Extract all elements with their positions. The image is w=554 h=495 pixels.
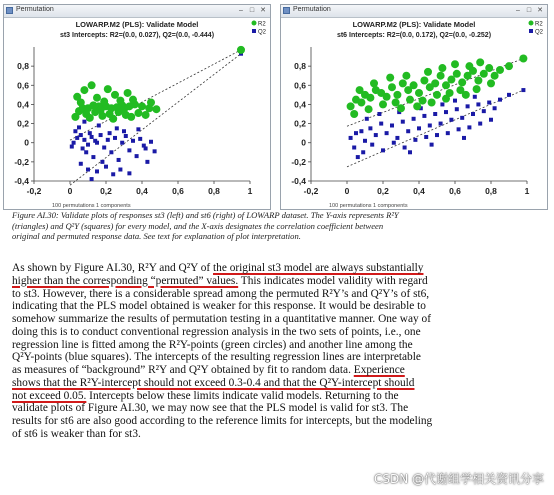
- r2-point: [458, 78, 466, 86]
- paragraph-line: [12, 402, 546, 415]
- r2-point: [397, 104, 405, 112]
- q2-point: [462, 136, 466, 140]
- q2-point: [377, 112, 381, 116]
- q2-point: [97, 123, 101, 127]
- legend-q2-marker: [252, 29, 256, 33]
- q2-point: [453, 99, 457, 103]
- q2-point: [124, 134, 128, 138]
- q2-point: [446, 131, 450, 135]
- paragraph-text: somehow summarize the results of permutation testing in a quantitative manner. One way of: [12, 313, 431, 325]
- close-icon[interactable]: ✕: [260, 7, 266, 14]
- paragraph-text: This indicates model validity with regard: [238, 274, 428, 287]
- q2-point: [374, 133, 378, 137]
- q2-point: [108, 131, 112, 135]
- y-tick-label: -0,2: [291, 156, 306, 167]
- r2-point: [410, 81, 418, 89]
- r2-point: [80, 86, 88, 94]
- y-tick-label: 0,8: [294, 61, 306, 72]
- paragraph-line: [12, 377, 546, 390]
- r2-point: [386, 74, 394, 82]
- legend-label: Q2: [535, 29, 544, 36]
- q2-point: [127, 148, 131, 152]
- x-tick-label: 0: [67, 186, 73, 196]
- y-tick-label: 0,6: [17, 80, 29, 91]
- y-tick-label: -0,4: [14, 176, 29, 186]
- paragraph-text: regression line is fitted among the R²Y-points (green circles) and another line among the: [12, 338, 413, 351]
- watermark: CSDN @代谢组学相关资讯分享: [373, 472, 544, 486]
- q2-point: [466, 104, 470, 108]
- r2-point: [519, 54, 527, 62]
- q2-point: [115, 126, 119, 130]
- q2-point: [473, 95, 477, 99]
- minimize-icon[interactable]: –: [239, 7, 243, 14]
- q2-point: [482, 109, 486, 113]
- q2-point: [102, 146, 106, 150]
- q2-point: [118, 168, 122, 172]
- r2-point: [88, 81, 96, 89]
- q2-point: [349, 136, 353, 140]
- x-tick-label: 0,2: [377, 186, 389, 196]
- q2-point: [138, 137, 142, 141]
- q2-point: [144, 146, 148, 150]
- y-tick-label: 0: [24, 137, 29, 148]
- r2-point: [152, 105, 160, 113]
- q2-point: [79, 162, 83, 166]
- y-tick-label: -0,2: [14, 156, 29, 167]
- x-tick-label: 0,4: [413, 186, 425, 196]
- r2-point: [428, 99, 436, 107]
- q2-point: [493, 106, 497, 110]
- q2-point: [95, 141, 99, 145]
- maximize-icon[interactable]: □: [249, 7, 255, 14]
- paragraph-line: [12, 428, 546, 441]
- q2-point: [457, 127, 461, 131]
- r2-point: [433, 91, 441, 99]
- x-tick-label: 1: [247, 186, 253, 196]
- y-tick-label: 0,4: [17, 99, 29, 110]
- r2-point: [142, 111, 150, 119]
- q2-point: [435, 133, 439, 137]
- underlined-text: Experience: [353, 364, 405, 376]
- q2-point: [356, 155, 360, 159]
- q2-point: [91, 155, 95, 159]
- y-tick-label: 0,2: [17, 118, 29, 129]
- q2-point: [95, 169, 99, 173]
- paragraph-line: [12, 390, 546, 403]
- r2-point: [496, 66, 504, 74]
- r2-point: [100, 98, 108, 106]
- q2-point: [77, 125, 81, 129]
- q2-point: [109, 150, 113, 154]
- r2-point: [424, 68, 432, 76]
- legend-q2-marker: [529, 29, 533, 33]
- caption-line: Figure AI.30: Validate plots of responses st3 (left) and st6 (right) of LOWARP dataset. The Y-axis represents R²Y: [12, 210, 399, 220]
- q2-point: [440, 102, 444, 106]
- plot-window-left: [3, 4, 271, 210]
- chart-subtitle: st6 Intercepts: R2=(0.0, 0.172), Q2=(0.0, -0.252): [336, 32, 492, 39]
- q2-point: [82, 120, 86, 124]
- plot-footnote: 100 permutations 1 components: [52, 203, 131, 209]
- paragraph-text: to st3. However, there is a considerable spread among the permuted R²Y’s and Q²Y’s of st6,: [12, 287, 430, 300]
- r2-point: [120, 105, 128, 113]
- q2-point: [370, 143, 374, 147]
- r2-point: [438, 64, 446, 72]
- r2-point: [71, 113, 79, 121]
- q2-point: [406, 129, 410, 133]
- paragraph-text: Intercepts below these limits indicate valid models. Returning to the: [86, 389, 399, 402]
- q2-point: [439, 122, 443, 126]
- q2-point: [467, 125, 471, 129]
- r2-point: [406, 96, 414, 104]
- q2-point: [352, 146, 356, 150]
- q2-point: [489, 118, 493, 122]
- x-tick-label: -0,2: [26, 186, 42, 196]
- caption-line: (triangles) and Q²Y (squares) for every model, and the X-axis designates the correlation coefficient between: [12, 220, 384, 231]
- paragraph-text: as measures of “background” R²Y and Q²Y obtained by fit to random data.: [12, 364, 354, 376]
- paragraph-line: [12, 351, 546, 364]
- r2-point: [357, 99, 365, 107]
- q2-point: [111, 172, 115, 176]
- r2-point: [442, 95, 450, 103]
- q2-point: [145, 160, 149, 164]
- window-title: Permutation: [16, 6, 54, 13]
- q2-point: [127, 171, 131, 175]
- paragraph-text: Q²Y-points (blue squares). The intercepts of the resulting regression lines are interpretable: [12, 351, 421, 364]
- paragraph-line: [12, 313, 546, 326]
- r2-point: [465, 62, 473, 70]
- r2-point: [379, 100, 387, 108]
- paragraph-line: [12, 288, 546, 301]
- q2-point: [81, 146, 85, 150]
- q2-point: [120, 141, 124, 145]
- q2-point: [444, 110, 448, 114]
- q2-point: [478, 122, 482, 126]
- q2-point: [104, 165, 108, 169]
- r2-point: [383, 93, 391, 101]
- q2-point: [381, 148, 385, 152]
- paragraph-text: indicating that the PLS model obtained is weaker for this response. It would be desirable to: [12, 300, 426, 313]
- r2-point: [402, 72, 410, 80]
- plot-footnote: 100 permutations 1 components: [329, 203, 408, 209]
- q2-point: [408, 150, 412, 154]
- chart-subtitle: st3 Intercepts: R2=(0.0, 0.027), Q2=(0.0, -0.444): [59, 32, 215, 39]
- q2-point: [84, 150, 88, 154]
- r2-point: [505, 62, 513, 70]
- r2-point: [350, 110, 358, 118]
- q2-point: [507, 93, 511, 97]
- q2-point: [90, 177, 94, 181]
- q2-point: [153, 149, 157, 153]
- q2-point: [401, 120, 405, 124]
- q2-point: [73, 129, 77, 133]
- underlined-text: not exceed 0.05.: [12, 389, 87, 402]
- q2-point: [403, 146, 407, 150]
- q2-point: [392, 141, 396, 145]
- q2-point: [424, 135, 428, 139]
- q2-regression-line: [70, 54, 241, 186]
- q2-point: [135, 154, 139, 158]
- r2-point: [453, 70, 461, 78]
- q2-point: [428, 123, 432, 127]
- r2-point: [104, 85, 112, 93]
- y-tick-label: 0,6: [294, 80, 306, 91]
- q2-point: [422, 114, 426, 118]
- q2-point: [90, 135, 94, 139]
- window-title: Permutation: [293, 6, 331, 13]
- x-tick-label: -0,2: [303, 186, 319, 196]
- r2-point: [129, 96, 137, 104]
- q2-point: [354, 131, 358, 135]
- paragraph-line: [12, 415, 546, 428]
- r2-point: [73, 93, 81, 101]
- y-tick-label: 0: [301, 137, 306, 148]
- legend-label: Q2: [258, 29, 267, 36]
- q2-point: [412, 117, 416, 121]
- q2-point: [433, 112, 437, 116]
- q2-point: [471, 112, 475, 116]
- caption-line: original and permuted response data. See text for explanation of plot interpretation.: [12, 231, 301, 242]
- permutation-plot-st3: [4, 17, 270, 209]
- paragraph-line: [12, 364, 546, 377]
- x-tick-label: 0,8: [208, 186, 220, 196]
- q2-point: [72, 141, 76, 145]
- r2-point: [487, 79, 495, 87]
- r2-point: [124, 89, 132, 97]
- permutation-plot-st6: [281, 17, 547, 209]
- q2-point: [385, 131, 389, 135]
- r2-point: [393, 91, 401, 99]
- maximize-icon[interactable]: □: [526, 7, 532, 14]
- q2-point: [113, 136, 117, 140]
- r2-point: [399, 79, 407, 87]
- r2-point: [431, 79, 439, 87]
- r2-point: [413, 102, 421, 110]
- paragraph-line: [12, 326, 546, 339]
- x-tick-label: 0,4: [136, 186, 148, 196]
- q2-point: [131, 139, 135, 143]
- paragraph-text: results for st6 are also good according to the reference limits for intercepts, but the modeling: [12, 415, 433, 427]
- r2-point: [476, 58, 484, 66]
- paragraph-line: [12, 275, 546, 288]
- r2-point: [473, 85, 481, 93]
- paragraph-text: doing this is to conduct conventional regression analysis in the two sets of points, i.e., one: [12, 325, 421, 338]
- q2-point: [88, 131, 92, 135]
- r2-point: [366, 94, 374, 102]
- r2-point: [462, 91, 470, 99]
- y-tick-label: 0,8: [17, 61, 29, 72]
- r2-point: [86, 114, 94, 122]
- r2-point: [147, 99, 155, 107]
- q2-point: [487, 101, 491, 105]
- plot-window-right: [280, 4, 548, 210]
- x-tick-label: 0,2: [100, 186, 112, 196]
- r2-point: [485, 64, 493, 72]
- q2-point: [498, 98, 502, 102]
- chart-title: LOWARP.M2 (PLS): Validate Model: [352, 20, 476, 29]
- x-tick-label: 0: [344, 186, 350, 196]
- r2-point: [388, 83, 396, 91]
- r2-point: [134, 109, 142, 117]
- r2-point: [97, 106, 105, 114]
- paragraph-text: As shown by Figure AI.30, R²Y and Q²Y of: [12, 262, 214, 274]
- r2-point: [370, 79, 378, 87]
- r2-point: [451, 60, 459, 68]
- body-paragraph: [12, 262, 546, 441]
- q2-point: [106, 138, 110, 142]
- q2-point: [430, 143, 434, 147]
- q2-point: [86, 143, 90, 147]
- x-tick-label: 1: [524, 186, 530, 196]
- paragraph-text: of st6 is weaker than for st3.: [12, 427, 141, 440]
- r2-point: [365, 105, 373, 113]
- q2-point: [86, 168, 90, 172]
- x-tick-label: 0,6: [449, 186, 461, 196]
- paragraph-line: [12, 339, 546, 352]
- q2-point: [117, 158, 121, 162]
- q2-point: [100, 160, 104, 164]
- legend-label: R2: [535, 21, 543, 28]
- r2-point: [109, 115, 117, 123]
- r2-point: [437, 72, 445, 80]
- chart-title: LOWARP.M2 (PLS): Validate Model: [75, 20, 199, 29]
- paragraph-line: [12, 262, 546, 275]
- r2-point: [474, 77, 482, 85]
- r2-point: [93, 94, 101, 102]
- x-tick-label: 0,8: [485, 186, 497, 196]
- legend-label: R2: [258, 21, 266, 28]
- q2-point: [365, 117, 369, 121]
- legend-r2-marker: [252, 21, 257, 26]
- figure-caption: [12, 210, 544, 242]
- r2-point: [111, 91, 119, 99]
- q2-point: [149, 140, 153, 144]
- y-tick-label: 0,4: [294, 99, 306, 110]
- q2-point: [521, 88, 525, 92]
- r2-point: [237, 46, 245, 54]
- q2-point: [363, 139, 367, 143]
- q2-point: [455, 107, 459, 111]
- q2-point: [359, 129, 363, 133]
- q2-point: [70, 145, 74, 149]
- window-icon: [283, 7, 290, 14]
- window-icon: [6, 7, 13, 14]
- underlined-text: the original st3 model are always substantially: [213, 262, 424, 274]
- q2-point: [460, 116, 464, 120]
- q2-point: [368, 126, 372, 130]
- q2-point: [417, 126, 421, 130]
- q2-point: [395, 136, 399, 140]
- underlined-text: shows that the R²Y-intercept should not exceed 0.3-0.4 and that the Q²Y-intercept should: [12, 376, 415, 389]
- q2-point: [82, 138, 86, 142]
- x-tick-label: 0,6: [172, 186, 184, 196]
- r2-point: [420, 77, 428, 85]
- paragraph-line: [12, 300, 546, 313]
- q2-point: [413, 138, 417, 142]
- r2-point: [356, 86, 364, 94]
- q2-point: [75, 136, 79, 140]
- q2-point: [79, 133, 83, 137]
- r2-point: [415, 89, 423, 97]
- close-icon[interactable]: ✕: [537, 7, 543, 14]
- paragraph-text: validate plots of Figure AI.30, we may now see that the PLS model is valid for st3. The: [12, 402, 409, 415]
- q2-point: [136, 127, 140, 131]
- q2-point: [122, 129, 126, 133]
- y-tick-label: -0,4: [291, 176, 306, 186]
- q2-point: [379, 122, 383, 126]
- q2-point: [361, 150, 365, 154]
- underlined-text: higher than the corresponding “permuted” values.: [12, 274, 239, 287]
- q2-point: [476, 102, 480, 106]
- r2-point: [347, 102, 355, 110]
- legend-r2-marker: [529, 21, 534, 26]
- q2-point: [390, 123, 394, 127]
- y-tick-label: 0,2: [294, 118, 306, 129]
- q2-point: [449, 118, 453, 122]
- q2-point: [99, 133, 103, 137]
- minimize-icon[interactable]: –: [516, 7, 520, 14]
- r2-point: [127, 113, 135, 121]
